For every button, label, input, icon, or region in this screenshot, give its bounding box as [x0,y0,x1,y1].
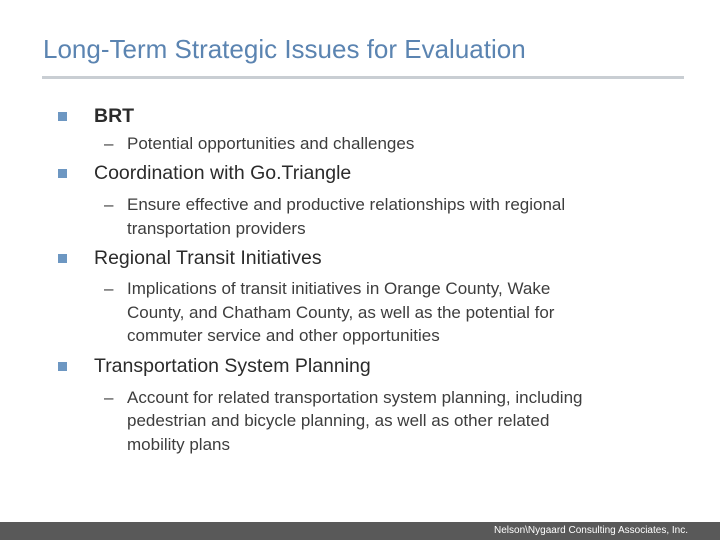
sub-bullet-line: Ensure effective and productive relationships with regional [127,195,566,214]
dash-marker: – [104,134,114,153]
title-divider [42,76,684,79]
square-bullet-icon [58,254,67,263]
bullet-heading-transportation-planning: Transportation System Planning [94,355,371,377]
square-bullet-icon [58,112,67,121]
footer-company-name: Nelson\Nygaard Consulting Associates, Inc. [494,525,688,536]
dash-marker: – [104,279,114,298]
sub-bullet-line: Potential opportunities and challenges [127,134,415,153]
bullet-heading-coordination: Coordination with Go.Triangle [94,162,352,184]
dash-marker: – [104,195,114,214]
footer-bar [0,522,720,540]
sub-bullet-line: County, and Chatham County, as well as the potential for [127,303,555,322]
sub-bullet-line: pedestrian and bicycle planning, as well as other related [127,411,550,430]
dash-marker: – [104,388,114,407]
sub-bullet-line: Account for related transportation system planning, including [127,388,583,407]
square-bullet-icon [58,362,67,371]
sub-bullet-line: commuter service and other opportunities [127,326,440,345]
sub-bullet-line: mobility plans [127,435,230,454]
slide-title: Long-Term Strategic Issues for Evaluation [43,34,526,64]
sub-bullet-line: transportation providers [127,219,306,238]
bullet-heading-regional-transit: Regional Transit Initiatives [94,247,322,269]
square-bullet-icon [58,169,67,178]
sub-bullet-line: Implications of transit initiatives in Orange County, Wake [127,279,551,298]
bullet-heading-brt: BRT [94,105,135,127]
